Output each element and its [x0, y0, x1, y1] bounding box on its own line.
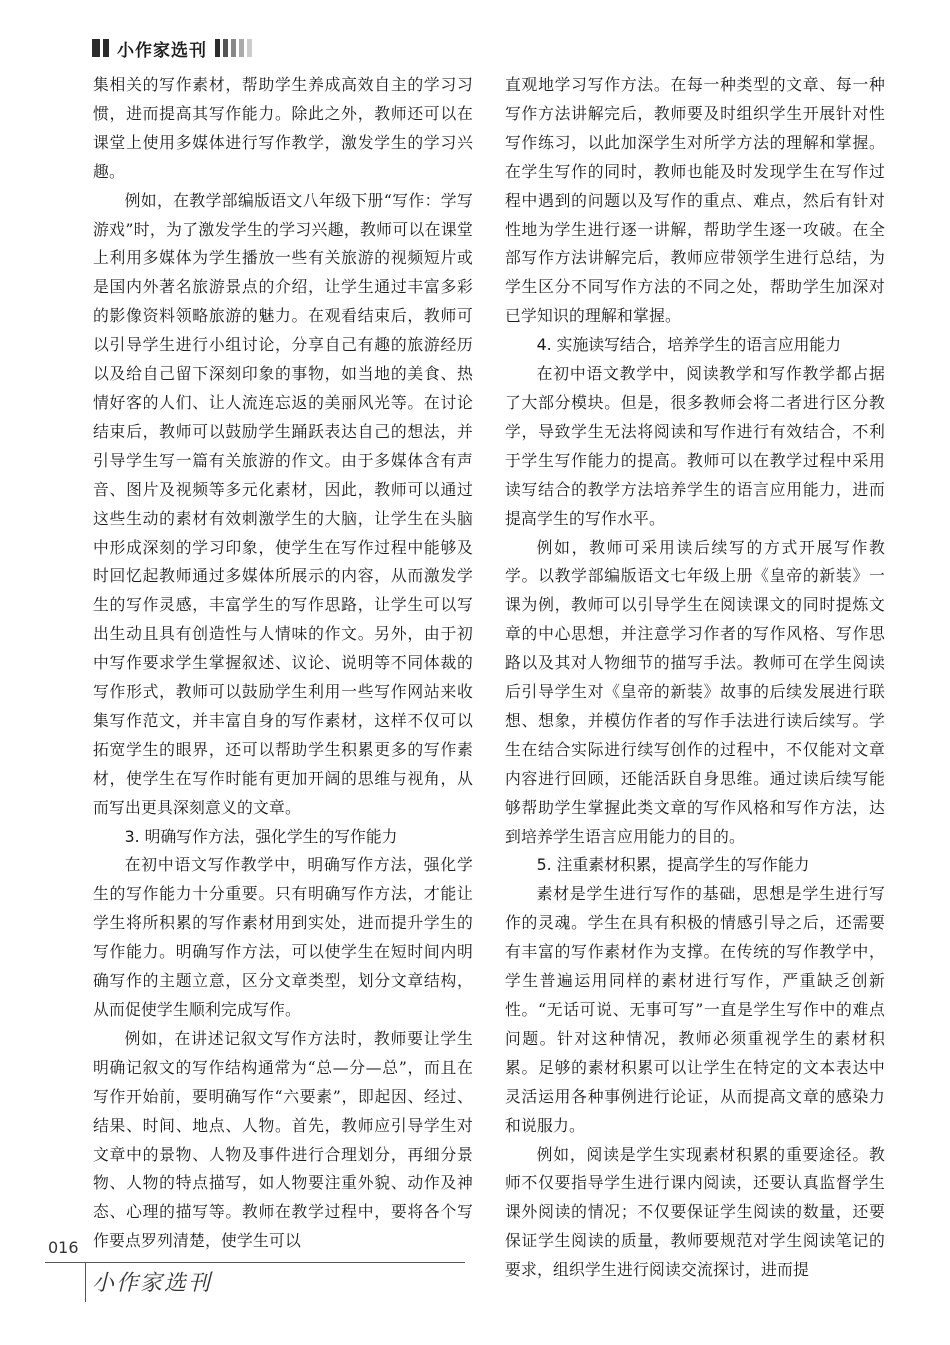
footer-rule [45, 1262, 465, 1263]
header-gradient-bar [239, 39, 244, 57]
paragraph: 例如，在教学部编版语文八年级下册“写作：学写游戏”时，为了激发学生的学习兴趣，教师可以在课堂上利用多媒体为学生播放一些有关旅游的视频短片或是国内外著名旅游景点的介绍，让学生通过丰富多彩的影像资料领略旅游的魅力。在观看结束后，教师可以引导学生进行小组讨论，分享自己有趣的旅游经历以及给自己留下深刻印象的事物，如当地的美食、热情好客的人们、让人流连忘返的美丽风光等。在讨论结束后，教师可以鼓励学生踊跃表达自己的想法，并引导学生写一篇有关旅游的作文。由于多媒体含有声音、图片及视频等多元化素材，因此，教师可以通过这些生动的素材有效刺激学生的大脑，让学生在头脑中形成深刻的学习印象，使学生在写作过程中能够及时回忆起教师通过多媒体所展示的内容，从而激发学生的写作灵感，丰富学生的写作思路，让学生可以写出生动且具有创造性与人情味的作文。另外，由于初中写作要求学生掌握叙述、议论、说明等不同体裁的写作形式，教师可以鼓励学生利用一些写作网站来收集写作范文，并丰富自身的写作素材，这样不仅可以拓宽学生的眼界，还可以帮助学生积累更多的写作素材，使学生在写作时能有更加开阔的思维与视角，从而写出更具深刻意义的文章。 [93, 190, 473, 817]
paragraph: 在初中语文写作教学中，明确写作方法，强化学生的写作能力十分重要。只有明确写作方法，才能让学生将所积累的写作素材用到实处，进而提升学生的写作能力。明确写作方法，可以使学生在短时间内明确写作的主题立意，区分文章类型，划分文章结构，从而促使学生顺利完成写作。 [93, 855, 473, 1019]
paragraph: 在初中语文教学中，阅读教学和写作教学都占据了大部分模块。但是，很多教师会将二者进行区分教学，导致学生无法将阅读和写作进行有效结合，不利于学生写作能力的提高。教师可以在教学过程中采用读写结合的教学方法培养学生的语言应用能力，进而提高学生的写作水平。 [505, 364, 885, 528]
journal-title: 小作家选刊 [117, 40, 207, 61]
header-gradient-bar [215, 39, 220, 57]
paragraph: 例如，阅读是学生实现素材积累的重要途径。教师不仅要指导学生进行课内阅读，还要认真监督学生课外阅读的情况；不仅要保证学生阅读的数量，还要保证学生阅读的质量，教师要规范对学生阅读笔记的要求，组织学生进行阅读交流探讨，进而提 [505, 1144, 885, 1280]
paragraph: 集相关的写作素材，帮助学生养成高效自主的学习习惯，进而提高其写作能力。除此之外，教师还可以在课堂上使用多媒体进行写作教学，激发学生的学习兴趣。 [93, 75, 473, 181]
header-gradient-bar [223, 39, 228, 57]
section-heading: 5. 注重素材积累，提高学生的写作能力 [536, 855, 810, 875]
footer-vertical-rule [85, 1262, 86, 1302]
header-gradient-bar [247, 39, 252, 57]
paragraph: 例如，在讲述记叙文写作方法时，教师要让学生明确记叙文的写作结构通常为“总—分—总”，而且在写作开始前，要明确写作“六要素”，即起因、经过、结果、时间、地点、人物。首先，教师应引导学生对文章中的景物、人物及事件进行合理划分，再细分景物、人物的特点描写，如人物要注重外貌、动作及神态、心理的描写等。教师在教学过程中，要将各个写作要点罗列清楚，使学生可以 [93, 1028, 473, 1251]
paragraph: 直观地学习写作方法。在每一种类型的文章、每一种写作方法讲解完后，教师要及时组织学生开展针对性写作练习，以此加深学生对所学方法的理解和掌握。在学生写作的同时，教师也能及时发现学生在写作过程中遇到的问题以及写作的重点、难点，然后有针对性地为学生进行逐一讲解，帮助学生逐一攻破。在全部写作方法讲解完后，教师应带领学生进行总结，为学生区分不同写作方法的不同之处，帮助学生加深对已学知识的理解和掌握。 [505, 75, 885, 326]
header-bar-left-2 [103, 39, 109, 57]
paragraph: 例如，教师可采用读后续写的方式开展写作教学。以教学部编版语文七年级上册《皇帝的新装》一课为例，教师可以引导学生在阅读课文的同时提炼文章的中心思想，并注意学习作者的写作风格、写作思路以及其对人物细节的描写手法。教师可在学生阅读后引导学生对《皇帝的新装》故事的后续发展进行联想、想象，并模仿作者的写作手法进行读后续写。学生在结合实际进行续写创作的过程中，不仅能对文章内容进行回顾，还能活跃自身思维。通过读后续写能够帮助学生掌握此类文章的写作风格和写作方法，达到培养学生语言应用能力的目的。 [505, 537, 885, 846]
running-header [92, 36, 255, 60]
header-bar-left-1 [92, 39, 100, 57]
page-number: 016 [48, 1238, 79, 1257]
paragraph: 素材是学生进行写作的基础，思想是学生进行写作的灵魂。学生在具有积极的情感引导之后，还需要有丰富的写作素材作为支撑。在传统的写作教学中，学生普遍运用同样的素材进行写作，严重缺乏创新性。“无话可说、无事可写”一直是学生写作中的难点问题。针对这种情况，教师必须重视学生的素材积累。足够的素材积累可以让学生在特定的文本表达中灵活运用各种事例进行论证，从而提高文章的感染力和说服力。 [505, 884, 885, 1135]
right-column [505, 71, 885, 1285]
section-heading: 3. 明确写作方法，强化学生的写作能力 [124, 826, 398, 846]
section-heading: 4. 实施读写结合，培养学生的语言应用能力 [536, 335, 842, 355]
journal-logo: 小作家选刊 [92, 1271, 213, 1296]
header-gradient-bar [231, 39, 236, 57]
left-column [93, 71, 473, 1256]
